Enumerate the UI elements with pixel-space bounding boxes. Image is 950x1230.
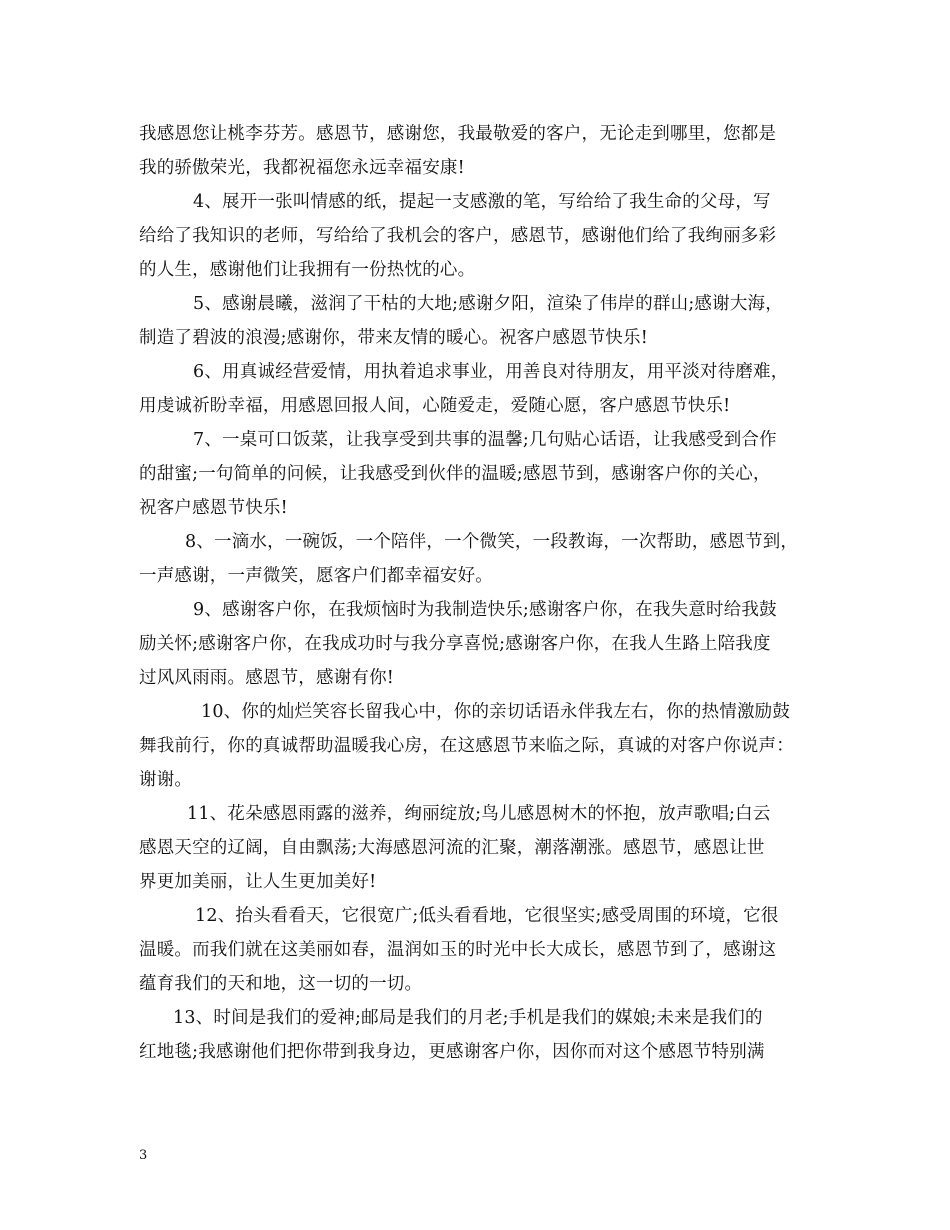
text-line: 温暖。而我们就在这美丽如春，温润如玉的时光中长大成长，感恩节到了，感谢这 [139,940,777,960]
text-line: 我感恩您让桃李芬芳。感恩节，感谢您，我最敬爱的客户，无论走到哪里，您都是 [139,124,777,144]
text-line: 过风风雨雨。感恩节，感谢有你! [139,668,395,688]
text-line: 祝客户感恩节快乐! [139,498,288,518]
text-line: 给给了我知识的老师，写给给了我机会的客户，感恩节，感谢他们给了我绚丽多彩 [139,226,777,246]
text-line: 11、花朵感恩雨露的滋养，绚丽绽放;鸟儿感恩树木的怀抱，放声歌唱;白云 [187,804,771,824]
text-line: 谢谢。 [139,770,193,790]
text-line: 用虔诚祈盼幸福，用感恩回报人间，心随爱走，爱随心愿，客户感恩节快乐! [139,396,731,416]
text-line: 5、感谢晨曦，滋润了干枯的大地;感谢夕阳，渲染了伟岸的群山;感谢大海， [193,294,783,314]
text-line: 感恩天空的辽阔，自由飘荡;大海感恩河流的汇聚，潮落潮涨。感恩节，感恩让世 [139,838,765,858]
text-line: 10、你的灿烂笑容长留我心中，你的亲切话语永伴我左右，你的热情激励鼓 [201,702,791,722]
text-line: 制造了碧波的浪漫;感谢你，带来友情的暖心。祝客户感恩节快乐! [139,328,648,348]
text-line: 我的骄傲荣光，我都祝福您永远幸福安康! [139,158,465,178]
text-line: 的甜蜜;一句简单的问候，让我感受到伙伴的温暖;感恩节到，感谢客户你的关心， [139,464,771,484]
text-line: 一声感谢，一声微笑，愿客户们都幸福安好。 [139,566,493,586]
text-line: 7、一桌可口饭菜，让我享受到共事的温馨;几句贴心话语，让我感受到合作 [193,430,777,450]
text-line: 励关怀;感谢客户你，在我成功时与我分享喜悦;感谢客户你，在我人生路上陪我度 [139,634,771,654]
text-line: 13、时间是我们的爱神;邮局是我们的月老;手机是我们的媒娘;未来是我们的 [173,1008,763,1028]
text-line: 蕴育我们的天和地，这一切的一切。 [139,974,423,994]
page-number: 3 [139,1148,148,1163]
text-line: 4、展开一张叫情感的纸，提起一支感激的笔，写给给了我生命的父母，写 [193,192,771,212]
text-line: 8、一滴水，一碗饭，一个陪伴，一个微笑，一段教诲，一次帮助，感恩节到， [185,532,799,552]
text-line: 红地毯;我感谢他们把你带到我身边，更感谢客户你，因你而对这个感恩节特别满 [139,1042,765,1062]
text-line: 界更加美丽，让人生更加美好! [139,872,377,892]
text-line: 12、抬头看看天，它很宽广;低头看看地，它很坚实;感受周围的环境，它很 [195,906,779,926]
text-line: 9、感谢客户你，在我烦恼时为我制造快乐;感谢客户你，在我失意时给我鼓 [193,600,777,620]
text-line: 6、用真诚经营爱情，用执着追求事业，用善良对待朋友，用平淡对待磨难， [193,362,789,382]
text-line: 的人生，感谢他们让我拥有一份热忱的心。 [139,260,476,280]
text-line: 舞我前行，你的真诚帮助温暖我心房，在这感恩节来临之际，真诚的对客户你说声： [139,736,794,756]
